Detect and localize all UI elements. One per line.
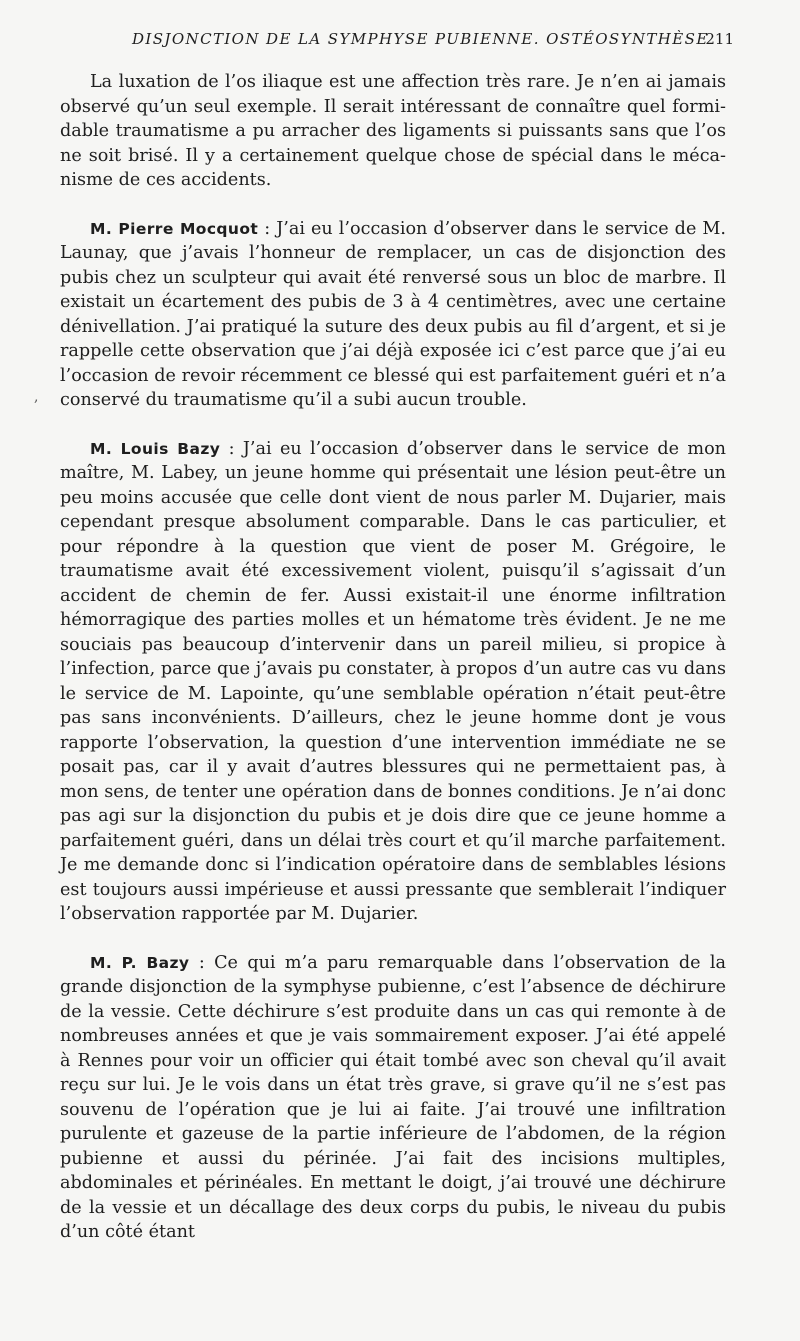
paragraph-louis-bazy [60, 437, 726, 927]
page-number: 211 [705, 30, 734, 48]
margin-mark: , [34, 389, 39, 405]
page-body [60, 70, 726, 1245]
speaker-name: M. Pierre Mocquot [90, 219, 259, 238]
paragraph-intro [60, 70, 726, 193]
paragraph-mocquot [60, 217, 726, 413]
paragraph-text: : J’ai eu l’occasion d’observer dans le service de M. Launay, que j’avais l’honneur de remplacer, un cas de disjonction des pubis chez un sculpteur qui avait été renversé sous un bloc de marbre. Il existait un écartement des pubis de 3 à 4 centimètres, avec une certaine dénivellation. J’ai pratiqué la suture des deux pubis au fil d’argent, et si je rappelle cette observation que j’ai déjà exposée ici c’est parce que j’ai eu l’occasion de revoir récemment ce blessé qui est parfaitement guéri et n’a conservé du traumatisme qu’il a subi aucun trouble. [60, 218, 726, 410]
running-header [60, 30, 734, 52]
running-title: DISJONCTION DE LA SYMPHYSE PUBIENNE. OSTÉOSYNTHÈSE [132, 30, 709, 48]
speaker-name: M. P. Bazy [90, 953, 190, 972]
paragraph-p-bazy [60, 951, 726, 1245]
paragraph-text: : Ce qui m’a paru remarquable dans l’observation de la grande disjonction de la symphyse pubienne, c’est l’absence de déchirure de la vessie. Cette déchirure s’est produite dans un cas qui remonte à de nombreuses années et que je vais sommairement exposer. J’ai été appelé à Rennes pour voir un officier qui était tombé avec son cheval qu’il avait reçu sur lui. Je le vois dans un état très grave, si grave qu’il ne s’est pas souvenu de l’opération que je lui ai faite. J’ai trouvé une infiltration purulente et gazeuse de la partie inférieure de l’abdomen, de la région pubienne et aussi du périnée. J’ai fait des incisions multiples, abdominales et périnéales. En mettant le doigt, j’ai trouvé une déchirure de la vessie et un décallage des deux corps du pubis, le niveau du pubis d’un côté étant [60, 952, 726, 1242]
speaker-name: M. Louis Bazy [90, 439, 221, 458]
paragraph-text: : J’ai eu l’occasion d’observer dans le service de mon maître, M. Labey, un jeune homme qui présentait une lésion peut-être un peu moins accusée que celle dont vient de nous parler M. Dujarier, mais cependant presque absolument comparable. Dans le cas particulier, et pour répondre à la question que vient de poser M. Grégoire, le traumatisme avait été excessivement violent, puisqu’il s’agissait d’un accident de chemin de fer. Aussi existait-il une énorme infiltration hémorragique des parties molles et un hématome très évident. Je ne me souciais pas beaucoup d’intervenir dans un pareil milieu, si propice à l’infection, parce que j’avais pu constater, à propos d’un autre cas vu dans le service de M. Lapointe, qu’une semblable opération n’était peut-être pas sans inconvénients. D’ailleurs, chez le jeune homme dont je vous rapporte l’observation, la question d’une intervention immédiate ne se posait pas, car il y avait d’autres blessures qui ne permettaient pas, à mon sens, de tenter une opération dans de bonnes conditions. Je n’ai donc pas agi sur la disjonction du pubis et je dois dire que ce jeune homme a parfaitement guéri, dans un délai très court et qu’il marche parfaitement. Je me demande donc si l’indication opératoire dans de semblables lésions est toujours aussi impérieuse et aussi pressante que semblerait l’indiquer l’observation rapportée par M. Dujarier. [60, 438, 726, 924]
paragraph-text: La luxation de l’os iliaque est une affection très rare. Je n’en ai jamais observé qu’un seul exemple. Il serait intéressant de connaître quel formidable traumatisme a pu arracher des ligaments si puissants sans que l’os ne soit brisé. Il y a certainement quelque chose de spécial dans le mécanisme de ces accidents. [60, 72, 726, 190]
